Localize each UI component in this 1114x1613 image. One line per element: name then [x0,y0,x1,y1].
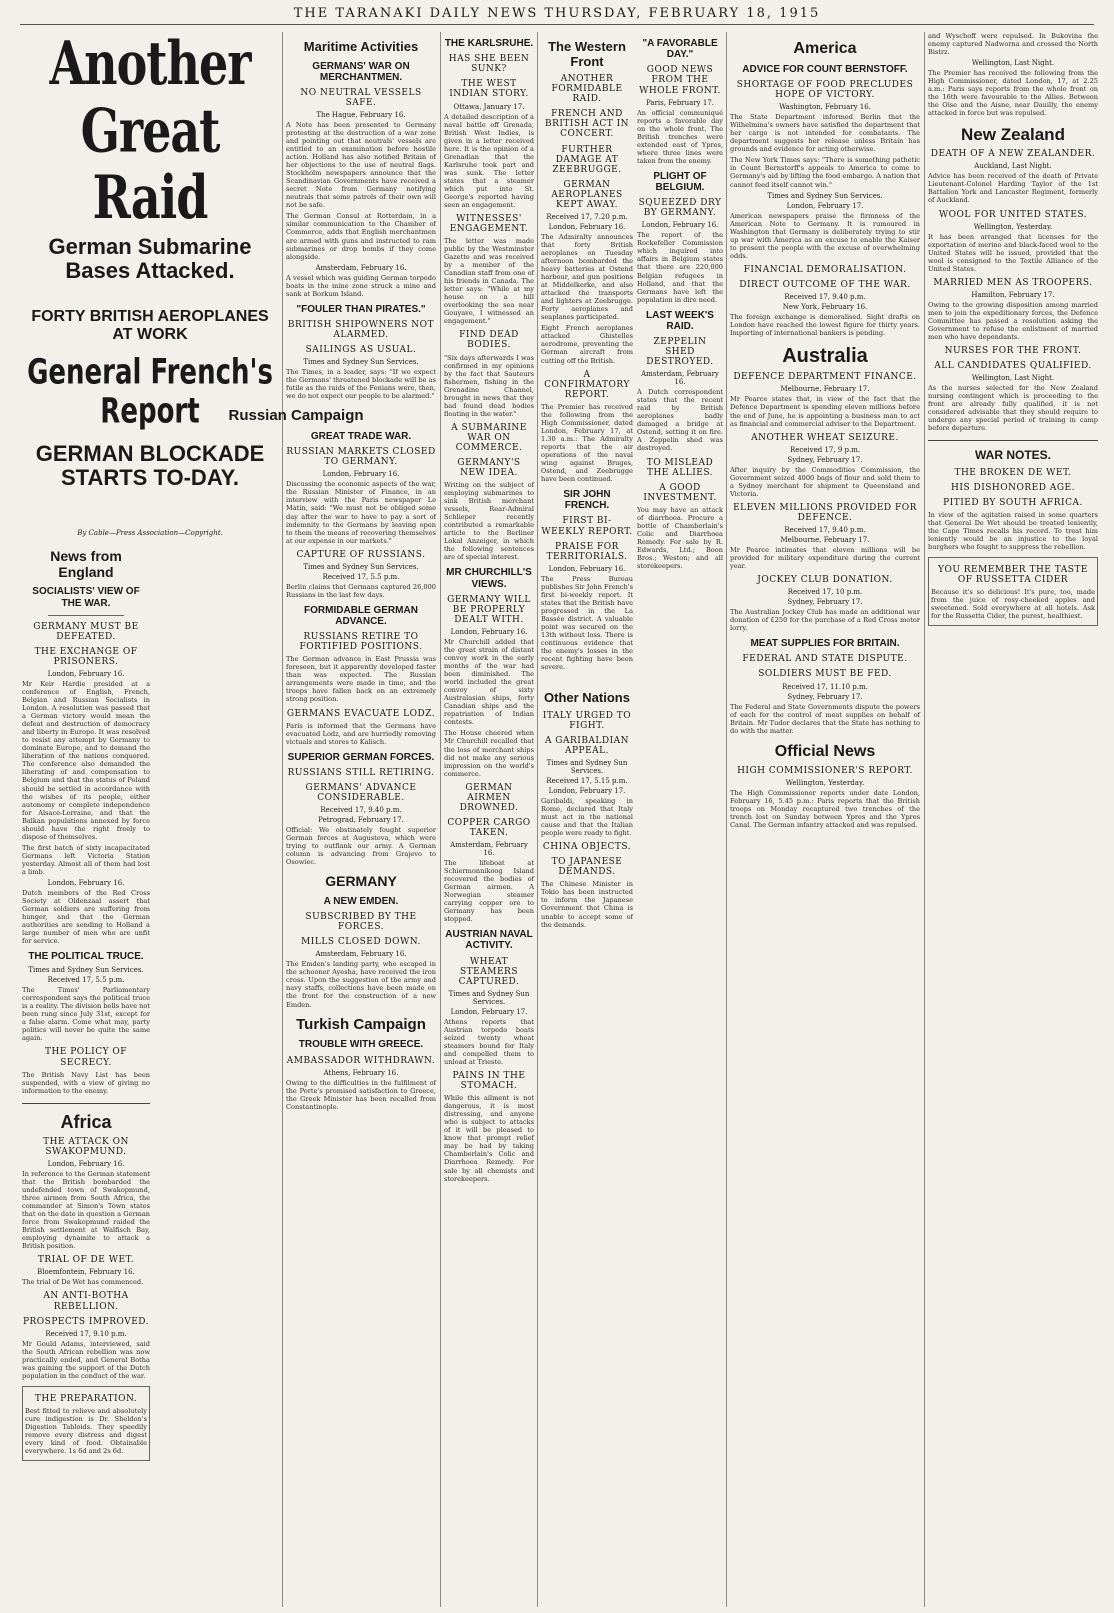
sub-headline: German Submarine Bases Attacked. [48,233,252,284]
advertisement [22,1386,150,1461]
section-heading: THE KARLSRUHE. [444,38,534,49]
column-divider [537,32,538,1607]
ad-title: YOU REMEMBER THE TASTE OF RUSSETTA CIDER [938,565,1088,586]
dateline: London, February 16. [47,670,125,679]
article-heading: SOCIALISTS' VIEW OF THE WAR. [32,586,140,609]
article-text: The Premier has received the following from the High Commissioner, dated London, 17, at 2.25 a.m.: Paris says reports from the whole front on the 16th were favourable to the Allies. Between the Oise and the Aisne, near Dauilly, the enemy attacked in force but was repulsed. [928,69,1098,118]
article-heading: CHINA OBJECTS. [542,842,632,853]
column-divider [282,32,283,1607]
main-headline: Another Great Raid [49,28,251,233]
received-line: Received 17, 5.15 p.m. [546,777,628,785]
article-heading: SUPERIOR GERMAN FORCES. [287,751,435,763]
article-text: Discussing the economic aspects of the war, the Russian Minister of Finance, in an interview with the Paris newspaper Le Matin, said: "We must not be obliged some day after the war to have to pay a sort of indemnity to the Germans by leaving open to them the means of recovering themselves at our expense in our markets." [286,480,436,545]
article-text: It has been arranged that licenses for the exportation of merino and black-faced wool to the United States will be issued, provided that the wool is consigned to the Textile Alliance of the United States. [928,232,1098,273]
article-heading: JOCKEY CLUB DONATION. [757,575,893,586]
article-text: The Press Bureau publishes Sir John French's first bi-weekly report. It states that the British have progressed in the La Bassée district. A valuable point was secured on the 13th without loss. There is continuous evidence that the enemy's losses in the recent fighting have been severe. [541,574,634,672]
column-5 [730,32,920,1607]
article-heading: THE EXCHANGE OF PRISONERS. [34,646,138,668]
article-text: Berlin claims that Germans captured 26,000 Russians in the last few days. [286,582,436,599]
sub-headline: FORTY BRITISH AEROPLANES AT WORK [31,307,269,343]
article-heading: DEATH OF A NEW ZEALANDER. [930,149,1096,160]
article-heading: CAPTURE OF RUSSIANS. [296,549,426,560]
received-line: Received 17, 9.40 p.m. [784,525,866,534]
section-heading: New Zealand [961,125,1065,145]
article-heading: ADVICE FOR COUNT BERNSTOFF. [742,63,908,75]
article-heading: HIGH COMMISSIONER'S REPORT. [737,765,913,776]
section-heading: Australia [782,344,868,367]
article-text: A vessel which was guiding German torpedo boats in the mine zone struck a mine and sank at Borkum Island. [286,273,436,298]
article-heading: THE POLITICAL TRUCE. [28,951,144,963]
article-text: The British Navy List has been suspended, with a view of giving no information to the enemy. [22,1070,150,1095]
article-heading: PLIGHT OF BELGIUM. [653,170,707,194]
article-text: Owing to the difficulties in the fulfilment of the Porte's promised satisfaction to Greece, the Greek Minister has been recalled from Constantinople. [286,1078,436,1111]
dateline: London, February 16. [47,878,125,887]
received-line: Received 17, 9 p.m. [789,445,861,454]
article-heading: GERMANS EVACUATE LODZ. [286,708,436,719]
dateline: London, February 17. [450,1007,528,1016]
dateline: Paris, February 17. [646,98,714,107]
dateline: London, February 16. [450,628,528,637]
dateline: New York, February 16. [782,302,868,311]
article-heading: WITNESSES' ENGAGEMENT. [449,213,529,234]
article-heading: PROSPECTS IMPROVED. [22,1316,150,1327]
article-heading: WOOL FOR UNITED STATES. [938,209,1088,220]
dateline: Wellington, Last Night. [971,59,1055,68]
article-text: Mr Pearce intimates that eleven millions will be provided for military expenditure during the current year. [730,545,920,570]
article-heading: AMBASSADOR WITHDRAWN. [286,1055,436,1066]
article-heading: FIRST BI-WEEKLY REPORT. [541,516,633,537]
article-text: While this ailment is not dangerous, it is most distressing, and anyone who is subject to attacks of it will be pleased to know that prompt relief may be had by taking Chamberlain's Colic and Diarrhoea Remedy. For sale by all chemists and storekeepers. [444,1094,534,1183]
dateline: Melbourne, February 17. [780,385,870,394]
dateline: Amsterdam, February 16. [450,841,528,858]
article-heading: FIND DEAD BODIES. [459,330,519,351]
article-heading: THE ATTACK ON SWAKOPMUND. [43,1136,129,1157]
article-heading: ALL CANDIDATES QUALIFIED. [934,361,1092,372]
article-heading: FINANCIAL DEMORALISATION. [743,264,907,275]
ad-text: Best fitted to relieve and absolutely cure indigestion is Dr. Sheldon's Digestion Tabloids. They speedily remove every distress and digest every kind of food. Obtainable everywhere. 1s 6d and 2s 6d. [25,1406,147,1456]
article-heading: GERMAN AEROPLANES KEPT AWAY. [551,179,623,210]
dateline: Wellington, Last Night. [971,374,1055,383]
section-heading: Other Nations [544,690,630,706]
article-heading: NURSES FOR THE FRONT. [944,345,1082,356]
article-text: A Dutch correspondent states that the recent raid by British aeroplanes badly damaged a bridge at Ostend, setting it on fire. A Zeppelin shed was destroyed. [637,388,723,453]
article-text: The Premier has received the following from the High Commissioner, dated London, February 17, at 1.30 a.m.: The Admiralty reports that the air operations of the naval wing against Bruges, Ostend, and Zeebrugge have been continued. [541,402,633,484]
article-text: The Admiralty announces that forty British aeroplanes on Tuesday afternoon bombarded the heavy batteries at Ostend harbour, and gun positions at Middelkerke, and also attacked the transports and lighters at Zeebrugge. Forty aeroplanes and seaplanes participated. [541,233,633,322]
article-heading: RUSSIAN MARKETS CLOSED TO GERMANY. [286,447,436,468]
article-text: The New York Times says: "There is something pathetic in Count Bernstorff's appeals to America to come to Germany's aid by lifting the food embargo. A nation that cannot feed itself cannot win." [730,156,920,189]
received-line: Received 17, 5.5 p.m. [322,572,400,581]
article-heading: DIRECT OUTCOME OF THE WAR. [739,279,911,290]
article-heading: ANOTHER WHEAT SEIZURE. [751,432,899,443]
dateline: London, February 16. [548,223,626,232]
article-text: The lifeboat at Schiermonnikoog Island recovered the bodies of German airmen. A Norwegian steamer carrying copper ore to Germany has been stopped. [444,859,534,924]
received-line: Received 17, 5.5 p.m. [47,976,125,985]
article-heading: SAILINGS AS USUAL. [305,345,417,356]
dateline: Auckland, Last Night. [974,162,1052,171]
article-heading: GERMANY MUST BE DEFEATED. [33,621,139,642]
source-line: Times and Sydney Sun Services. [303,358,419,367]
article-heading: A GOOD INVESTMENT. [643,482,717,503]
article-text: After inquiry by the Commodities Commission, the Government seized 4000 bags of flour and sold them to a Sydney merchant for shipment to Queensland and Victoria. [730,465,920,498]
article-heading: TROUBLE WITH GREECE. [298,1039,424,1051]
article-heading: THE WEST INDIAN STORY. [449,79,529,100]
article-heading: PITIED BY SOUTH AFRICA. [943,497,1083,508]
sub-headline: General French's Report [27,352,273,432]
dateline: Wellington, Yesterday. [973,222,1053,231]
column-1 [22,28,278,1607]
sub-headline: GERMAN BLOCKADE STARTS TO-DAY. [35,440,265,491]
ad-text: Because it's so delicious! It's pure, too, made from the juice of rosy-cheeked apples and sweetened. Sold everywhere at all hotels. Ask for the Russetta Cider, the purest, healthiest. [931,588,1095,621]
dateline: The Hague, February 16. [316,111,406,120]
article-heading: PAINS IN THE STOMACH. [452,1071,526,1092]
article-text: Owing to the growing disposition among married men to join the expeditionary forces, the Defence Committee has passed a resolution asking the Government to refuse the enlistment of married men who have dependants. [928,300,1098,341]
article-text: The Federal and State Governments dispute the powers of each for the control of meat supplies on behalf of Britain. Mr Tudor declares that the State has nothing to do with the matter. [730,702,920,735]
column-2 [228,32,436,1607]
article-text: Athens reports that Austrian torpedo boats seized twenty wheat steamers bound for Italy and compelled them to unload at Trieste. [444,1017,534,1067]
dateline: Sydney, February 17. [787,598,863,607]
article-heading: ANOTHER FORMIDABLE RAID. [551,74,623,105]
dateline: Petrograd, February 17. [318,816,404,825]
article-heading: GOOD NEWS FROM THE WHOLE FRONT. [639,65,721,96]
article-heading: COPPER CARGO TAKEN. [447,817,531,838]
dateline: Athens, February 16. [323,1068,399,1077]
article-text: The High Commissioner reports under date London, February 16, 5.45 p.m.: Paris reports that the British troops on Monday recaptured two trenches of the trench lost on Sunday between Ypres and the Ypres Canal. The German infantry attacked and was repulsed. [730,788,920,829]
article-heading: PRAISE FOR TERRITORIALS. [546,541,628,562]
masthead: THE TARANAKI DAILY NEWS THURSDAY, FEBRUARY 18, 1915 [293,6,821,21]
article-text: The House cheered when Mr Churchill recalled that the loss of merchant ships did not make any serious impression on the world's commerce. [444,729,534,778]
article-heading: TO MISLEAD THE ALLIES. [646,457,714,478]
article-heading: GERMANY'S NEW IDEA. [457,458,521,479]
article-heading: AUSTRIAN NAVAL ACTIVITY. [445,929,533,952]
article-heading: TRIAL OF DE WET. [37,1255,135,1266]
article-text: As the nurses selected for the New Zealand nursing contingent which is proceeding to the front are already fully qualified, it is not considered advisable that they should require to undergo any special period of training in camp before departure. [928,384,1098,433]
divider [48,615,125,616]
column-4 [541,32,723,1607]
sub-column-left [541,32,633,932]
dateline: London, February 16. [47,1160,125,1169]
received-line: Received 17, 11.10 p.m. [782,682,868,691]
article-text: The German Consul at Rotterdam, in a similar communication to the Chamber of Commerce, adds that English merchantmen are armed with guns and instructed to ram submarines or drop bombs if they come alongside. [286,212,436,261]
article-text: In view of the agitation raised in some quarters that General De Wet should be treated leniently, the Cape Times recalls his record. To treat him leniently would be an injustice to the loyal burghers who fought to suppress the rebellion. [928,511,1098,552]
article-heading: HAS SHE BEEN SUNK? [448,54,530,75]
article-heading: THE POLICY OF SECRECY. [44,1047,128,1068]
source-line: Times and Sydney Sun Services. [28,966,144,975]
dateline: London, February 16. [322,470,400,479]
article-text: The Chinese Minister in Tokio has been instructed to inform the Japanese Government that China is unable to accept some of the demands. [541,880,633,929]
dateline: Washington, February 16. [779,103,871,112]
article-heading: "A FAVORABLE DAY." [642,38,718,61]
article-heading: DEFENCE DEPARTMENT FINANCE. [733,372,917,383]
article-text: Paris is informed that the Germans have evacuated Lodz, and are hurriedly removing victuals and stores to Kalisch. [286,721,436,746]
article-heading: TO JAPANESE DEMANDS. [551,857,623,878]
article-heading: AN ANTI-BOTHA REBELLION. [43,1291,129,1312]
credit-line: By Cable—Press Association—Copyright. [77,529,223,538]
article-heading: SOLDIERS MUST BE FED. [758,669,892,680]
article-heading: "FOULER THAN PIRATES." [296,303,426,315]
section-heading: WAR NOTES. [974,448,1051,463]
article-text: and Wyschoff were repulsed. In Bukovina the enemy captured Nadworna and crossed the North Bistrz. [928,32,1098,57]
section-heading: GERMANY [325,873,397,890]
divider [928,440,1098,441]
article-text: You may have an attack of diarrhoea. Procure a bottle of Chamberlain's Colic and Diarrhoea Remedy. For sale by R. Edwards, Ltd.; Boon Bros.; Weston; and all storekeepers. [637,505,723,571]
dateline: Hamilton, February 17. [971,290,1055,299]
article-heading: ZEPPELIN SHED DESTROYED. [646,337,714,368]
column-divider [924,32,925,1607]
article-heading: MEAT SUPPLIES FOR BRITAIN. [750,638,900,650]
article-heading: NO NEUTRAL VESSELS SAFE. [300,87,422,108]
column-divider [726,32,727,1607]
article-heading: ITALY URGED TO FIGHT. [542,710,632,731]
article-heading: SQUEEZED DRY BY GERMANY. [638,198,722,219]
dateline: Amsterdam, February 16. [315,263,407,272]
article-text: Official: We obstinately fought superior German forces at Augustova, which were trying to outflank our army. A German column is advancing from Grajevo to Osowiec. [286,826,436,867]
article-text: Advice has been received of the death of Private Lieutenant-Colonel Harding Taylor of the 1st Battalion York and Lancaster Regiment, formerly of Auckland. [928,172,1098,205]
received-line: Received 17, 9.10 p.m. [45,1329,127,1338]
article-heading: GERMANY WILL BE PROPERLY DEALT WITH. [447,594,531,626]
article-text: The Times' Parliamentary correspondent says the political truce is a reality. The division bells have not been rung since July 31st, except for a false alarm. Come what may, party politics will never be quite the same again. [22,986,150,1043]
article-heading: A NEW EMDEN. [323,895,399,907]
article-text: Eight French aeroplanes attacked Ghistelles aerodrome, preventing the German aircraft from cutting off the British. [541,324,633,365]
article-text: Dutch members of the Red Cross Society at Oldenzaal assert that German soldiers are suffering from hunger, and that the German authorities are sending to Holland a large number of men who are unfit for service. [22,888,150,946]
article-text: The Australian Jockey Club has made an additional war donation of £250 for the purchase of a Red Cross motor lorry. [730,608,920,633]
article-heading: FRENCH AND BRITISH ACT IN CONCERT. [544,109,630,140]
source-line: Times and Sydney Sun Services. [448,989,530,1006]
article-heading: A CONFIRMATORY REPORT. [544,369,630,400]
article-text: Garibaldi, speaking in Rome, declared that Italy must act in the national cause and that the Italian people were ready to fight. [541,797,633,838]
dateline: Bloemfontein, February 16. [37,1268,135,1277]
advertisement [928,557,1098,626]
section-heading: Maritime Activities [303,39,419,54]
article-text: The foreign exchange is demoralised. Sight drafts on London have reached the lowest figure for thirty years. Importing of international bankers is pending. [730,312,920,337]
article-heading: MILLS CLOSED DOWN. [301,937,421,948]
article-heading: SHORTAGE OF FOOD PRECLUDES HOPE OF VICTORY. [736,80,914,101]
dateline: London, February 16. [641,221,719,230]
article-text: Mr Churchill added that the great strain of distant convoy work in the early months of the war had been diminished. The world included the great convoy of sixty Australasian ships, forty Canadian ships and the repatriation of Indian contests. [444,638,534,727]
dateline: Ottawa, January 17. [453,102,525,111]
article-text: The report of the Rockefeller Commission which inquired into affairs in Belgium states that there are 220,000 Belgian refugees in Holland, and that the Germans have left the population in dire need. [637,231,723,304]
dateline: London, February 17. [786,201,864,210]
article-text: The Times, in a leader, says: "If we expect the Germans' threatened blockade will be as futile as the raids of the Fenians were, then, we do not expect our people to be alarmed." [286,368,436,401]
article-heading: ELEVEN MILLIONS PROVIDED FOR DEFENCE. [733,502,917,523]
section-heading: Russian Campaign [228,407,364,425]
article-text: The German advance in East Prussia was foreseen, but it apparently developed faster than was expected. The Russian arrangements were made in time, and the troops have fallen back on an extremely strong position. [286,655,436,704]
section-heading: The Western Front [548,39,626,69]
article-heading: FORMIDABLE GERMAN ADVANCE. [304,604,418,627]
article-heading: MR CHURCHILL'S VIEWS. [446,567,532,590]
article-text: In reference to the German statement that the British bombarded the undefended town of Swakopmund, three airmen from South Africa, the commander at Simon's Town states that on the date in question a German force from Swakopmund raided the British settlement at Walfisch Bay, employing dynamite to attack a British position. [22,1170,150,1251]
article-heading: FURTHER DAMAGE AT ZEEBRUGGE. [552,144,622,175]
article-text: "Six days afterwards I was confirmed in my opinions by the fact that Sauteurs fishermen, fishing in the Grenadine Channel, brought in news that they had found dead bodies floating in the water." [444,353,534,418]
article-heading: A SUBMARINE WAR ON COMMERCE. [451,422,527,453]
ad-title: THE PREPARATION. [34,1393,138,1404]
article-text: A Note has been presented to Germany protesting at the destruction of a war zone and pointing out that neutrals' vessels are entitled to an examination before hostile action. Holland has also notified Britain of her objections to the use of neutral flags. Stockholm newspapers announce that the Scandinavian Governments have received a secret Note from Germany notifying neutrals that some patrols of their own will not be safe. [286,121,436,210]
dateline: Wellington, Yesterday. [785,778,865,787]
column-6 [928,32,1098,1607]
article-text: A detailed description of a naval battle off Grenada, British West Indies, is given in a letter received here. It is the opinion of a Grenadian that the Karlsruhe took part and was sunk. The letter states that a steamer which put into St. George's reported having seen an engagement. [444,112,534,209]
article-heading: BRITISH SHIPOWNERS NOT ALARMED. [287,319,435,340]
dateline: London, February 17. [548,787,626,795]
received-line: Received 17, 9.40 p.m. [320,806,402,815]
article-text: Mr Gould Adams, interviewed, said the South African rebellion was now practically ended, and General Botha was gaining the support of the Dutch population in the conduct of the war. [22,1339,150,1380]
section-heading: Official News [774,742,876,760]
sub-column-right [637,32,723,573]
received-line: Received 17, 10 p.m. [787,588,863,597]
dateline: Amsterdam, February 16. [315,950,407,959]
article-text: The letter was made public by the Westminster Gazette and was received by a member of the Canadian staff from one of his friends in Canada. The letter says: "While at my house on a hill overlooking the sea near Gouyave, I witnessed an engagement." [444,237,534,326]
masthead-rule [20,24,1094,25]
sub-column-left [22,541,154,1461]
article-heading: HIS DISHONORED AGE. [951,482,1075,493]
section-heading: Turkish Campaign [296,1015,426,1033]
article-text: Writing on the subject of employing submarines to sink British merchant vessels, Rear-Admiral Schlieper recently contributed a remarkable article to the Berliner Lokal Anzeiger, in which the following sentences are of special interest. [444,481,534,562]
dateline: Sydney, February 17. [787,455,863,464]
article-heading: FEDERAL AND STATE DISPUTE. [742,654,908,665]
article-text: Mr Keir Hardie presided at a conference of English, French, Belgian and Russian Socialists in London. A resolution was passed that a German victory would mean the defeat and destruction of democracy and liberty in Europe. It was resolved to resist any attempt by Germany to dominate Europe, and to demand the liberation of the nations conquered. The conference also demanded the liberating of and compensation to Belgium and that the status of Poland should be settled in accordance with the wishes of its people, either autonomy or complete independence for Alsace-Lorraine, and that the Balkan populations annexed by force should have the right freely to dispose of themselves. [22,680,150,841]
source-line: Times and Sydney Sun Services. [303,562,419,571]
dateline: London, February 16. [548,564,626,573]
section-heading: Africa [60,1111,112,1132]
article-text: The first batch of sixty incapacitated Germans left Victoria Station yesterday. Almost all of them had lost a limb. [22,843,150,876]
article-text: The State Department informed Berlin that the Wilhelmina's owners have satisfied the department that her cargo is not intended for combatants. The department suggests her release unless Britain has grounds and evidence for acting otherwise. [730,113,920,154]
divider [22,1103,150,1104]
article-heading: SIR JOHN FRENCH. [563,489,611,512]
article-heading: GERMANS' WAR ON MERCHANTMEN. [312,60,410,83]
article-heading: SUBSCRIBED BY THE FORCES. [305,912,417,933]
article-heading: GERMANS' ADVANCE CONSIDERABLE. [305,782,417,804]
article-heading: RUSSIANS RETIRE TO FORTIFIED POSITIONS. [299,632,423,653]
source-line: Times and Sydney Sun Services. [767,191,883,200]
received-line: Received 17, 7.20 p.m. [546,213,628,222]
source-line: Times and Sydney Sun Services. [546,759,628,775]
article-heading: WHEAT STEAMERS CAPTURED. [458,956,520,987]
article-text: The trial of De Wet has commenced. [22,1278,144,1287]
dateline: Sydney, February 17. [787,692,863,701]
article-heading: A GARIBALDIAN APPEAL. [544,735,630,756]
article-heading: RUSSIANS STILL RETIRING. [287,767,435,778]
article-heading: GERMAN AIRMEN DROWNED. [459,782,519,813]
article-heading: MARRIED MEN AS TROOPERS. [933,277,1093,288]
article-heading: LAST WEEK'S RAID. [646,309,714,332]
article-text: An official communiqué reports a favorable day on the whole front. The British trenches were extended east of Ypres, where three lines were taken from the enemy. [637,108,723,165]
received-line: Received 17, 9.40 p.m. [784,292,866,301]
dateline: Melbourne, February 17. [780,535,870,544]
section-heading: News from England [50,548,122,580]
article-text: The Emden's landing party, who escaped in the schooner Ayesha, have received the iron cross. Upon the suggestion of the army and navy staffs, collections have been made on the front for the construction of a new Emden. [286,960,436,1009]
column-divider [440,32,441,1607]
section-heading: America [793,40,857,57]
dateline: Amsterdam, February 16. [641,370,719,387]
article-text: Mr Pearce states that, in view of the fact that the Defence Department is spending eleven millions before the end of June, he is appointing a business man to act as financial and commercial adviser to the Department. [730,395,920,428]
article-heading: THE BROKEN DE WET. [954,467,1072,478]
column-3 [444,32,534,1607]
article-heading: GREAT TRADE WAR. [310,431,412,443]
article-text: American newspapers praise the firmness of the American Note to Germany. It is rumoured in Washington that Germany is deliberately trying to stir up war with America as an excuse to enable the Kaiser to present the people with the excuse of overwhelming odds. [730,211,920,260]
